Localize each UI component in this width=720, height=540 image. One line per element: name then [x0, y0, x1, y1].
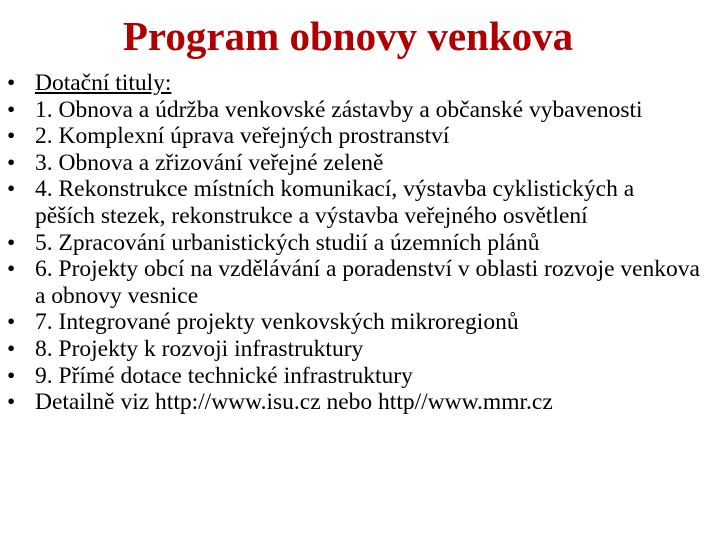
bullet-text: 3. Obnova a zřizování veřejné zeleně [35, 149, 384, 176]
bullet-text: 1. Obnova a údržba venkovské zástavby a občanské vybavenosti [35, 96, 643, 123]
slide-title: Program obnovy venkova [122, 13, 574, 59]
bullet-item [0, 230, 700, 257]
bullet-text: 8. Projekty k rozvoji infrastruktury [35, 335, 364, 362]
bullet-icon: • [7, 256, 16, 283]
bullet-icon: • [7, 149, 16, 176]
bullet-item [0, 97, 700, 124]
bullet-item-links [0, 389, 700, 416]
bullet-item-heading [0, 70, 700, 97]
bullet-list [0, 70, 700, 416]
bullet-icon: • [7, 123, 16, 150]
bullet-text: 4. Rekonstrukce místních komunikací, výstavba cyklistických a pěších stezek, rekonstrukce a výstavba veřejného osvětlení [35, 176, 635, 229]
bullet-text: 9. Přímé dotace technické infrastruktury [35, 362, 413, 389]
bullet-text: Dotační tituly: [35, 70, 172, 96]
bullet-text: Detailně viz http://www.isu.cz nebo http//www.mmr.cz [35, 389, 553, 416]
bullet-text: 2. Komplexní úprava veřejných prostranství [35, 123, 450, 150]
bullet-item [0, 309, 700, 336]
bullet-item [0, 123, 700, 150]
bullet-icon: • [7, 70, 16, 96]
bullet-icon: • [7, 309, 16, 336]
bullet-text: 7. Integrované projekty venkovských mikroregionů [35, 309, 519, 336]
bullet-icon: • [7, 362, 16, 389]
bullet-item [0, 256, 700, 309]
bullet-item [0, 336, 700, 363]
bullet-icon: • [7, 335, 16, 362]
bullet-text: 5. Zpracování urbanistických studií a územních plánů [35, 229, 540, 256]
bullet-text: 6. Projekty obcí na vzdělávání a poradenství v oblasti rozvoje venkova a obnovy vesnice [35, 256, 700, 309]
bullet-item [0, 150, 700, 177]
bullet-icon: • [7, 389, 16, 416]
bullet-item [0, 363, 700, 390]
bullet-icon: • [7, 229, 16, 256]
bullet-icon: • [7, 96, 16, 123]
bullet-item [0, 176, 700, 229]
bullet-icon: • [7, 176, 16, 203]
